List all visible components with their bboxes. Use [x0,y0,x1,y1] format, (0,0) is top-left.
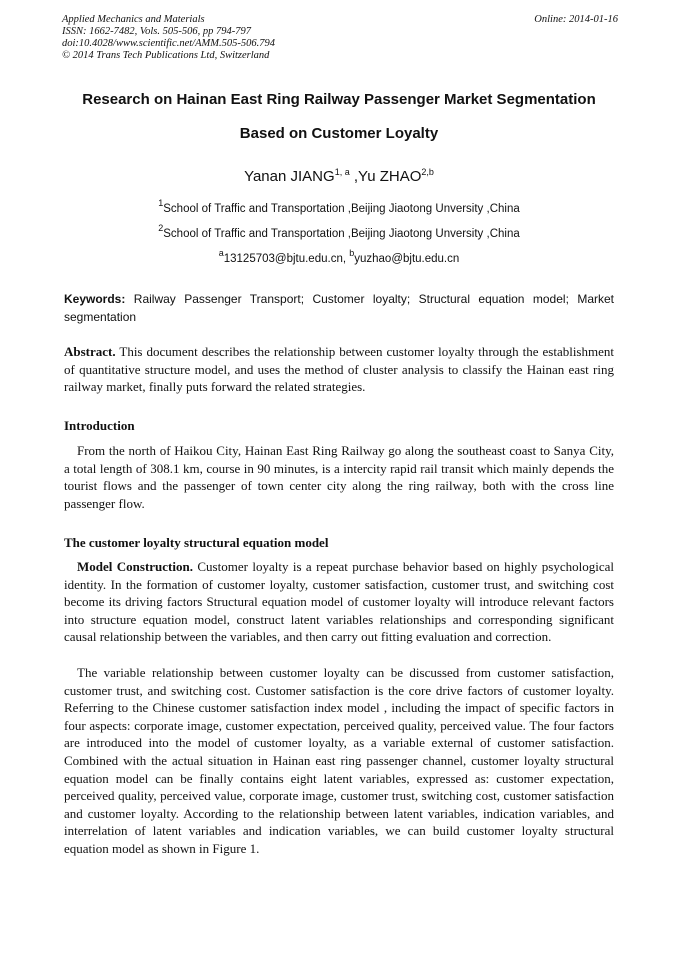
abstract-text: This document describes the relationship between customer loyalty through the establishment of quantitative structure model, and uses the method of cluster analysis to classify the Hainan east ring railway market, finally puts forward the related strategies. [64,344,614,395]
section-2-heading: The customer loyalty structural equation model [64,535,329,550]
online-date: Online: 2014-01-16 [534,14,618,25]
paper-title-line-1: Research on Hainan East Ring Railway Passenger Market Segmentation [82,91,596,108]
author-2-sup: 2,b [421,167,434,177]
model-construction-text: Customer loyalty is a repeat purchase behavior based on highly psychological identity. In the formation of customer loyalty, customer satisfaction, customer trust, and switching cost become its driving factors Structural equation model of customer loyalty will introduce relevant factors into structure equation model, construct latent variables relationships and corresponding significant causal relationship between the variables, and then carry out fitting evaluation and correction. [64,559,614,645]
email-line [40,248,638,265]
affiliation-1-text: School of Traffic and Transportation ,Beijing Jiaotong Unversity ,China [163,203,520,215]
affiliation-2-sup: 2 [158,223,164,233]
model-construction-label: Model Construction. [77,559,193,574]
abstract-paragraph [64,343,614,396]
issn-line: ISSN: 1662-7482, Vols. 505-506, pp 794-797 [62,26,251,37]
author-2-name: ,Yu ZHAO [349,168,422,185]
introduction-heading: Introduction [64,418,135,433]
author-1-sup: 1, a [334,167,350,177]
affiliation-1 [40,198,638,215]
journal-header [62,14,618,62]
keywords-text: Railway Passenger Transport; Customer loyalty; Structural equation model; Market segmentation [64,292,614,324]
email-a-sup: a [218,248,224,258]
affiliation-1-sup: 1 [158,198,164,208]
journal-name: Applied Mechanics and Materials [62,14,205,25]
variable-relationship-paragraph: The variable relationship between customer loyalty can be discussed from customer satisfaction, customer trust, and switching cost. Customer satisfaction is the core drive factors of customer loyalty. Referring to the Chinese customer satisfaction index model , including the impact of specific factors in four aspects: corporate image, customer expectation, perceived quality, perceived value. The four factors are introduced into the model of customer loyalty, as a variable external of customer satisfaction. Combined with the actual situation in Hainan east ring passenger channel, customer loyalty structural equation model can be finally contains eight latent variables, expressed as: customer expectation, perceived quality, perceived value, corporate image, customer trust, switching cost, customer satisfaction and customer loyalty. According to the relationship between latent variables, indication variables, and interrelation of latent variables and indication variables, we can build customer loyalty structural equation model as shown in Figure 1. [64,665,614,856]
author-1-name: Yanan JIANG [244,168,335,185]
doi-line: doi:10.4028/www.scientific.net/AMM.505-506.794 [62,38,275,49]
email-b-sup: b [349,248,355,258]
copyright-line: © 2014 Trans Tech Publications Ltd, Switzerland [62,50,270,61]
author-list [40,168,638,185]
model-construction-paragraph [64,558,614,646]
paper-title-line-2: Based on Customer Loyalty [239,125,439,142]
email-a: 13125703@bjtu.edu.cn, [223,253,350,265]
keywords-block [64,290,614,326]
abstract-label: Abstract. [64,344,116,359]
keywords-label: Keywords: [64,292,126,306]
affiliation-2 [40,223,638,240]
affiliation-2-text: School of Traffic and Transportation ,Beijing Jiaotong Unversity ,China [163,228,520,240]
introduction-paragraph: From the north of Haikou City, Hainan East Ring Railway go along the southeast coast to Sanya City, a total length of 308.1 km, course in 90 minutes, is a intercity rapid rail transit which mainly depends the tourist flows and the passenger of town center city along the ring railway, both with the cross line passenger flow. [64,443,614,511]
email-b: yuzhao@bjtu.edu.cn [354,253,460,265]
